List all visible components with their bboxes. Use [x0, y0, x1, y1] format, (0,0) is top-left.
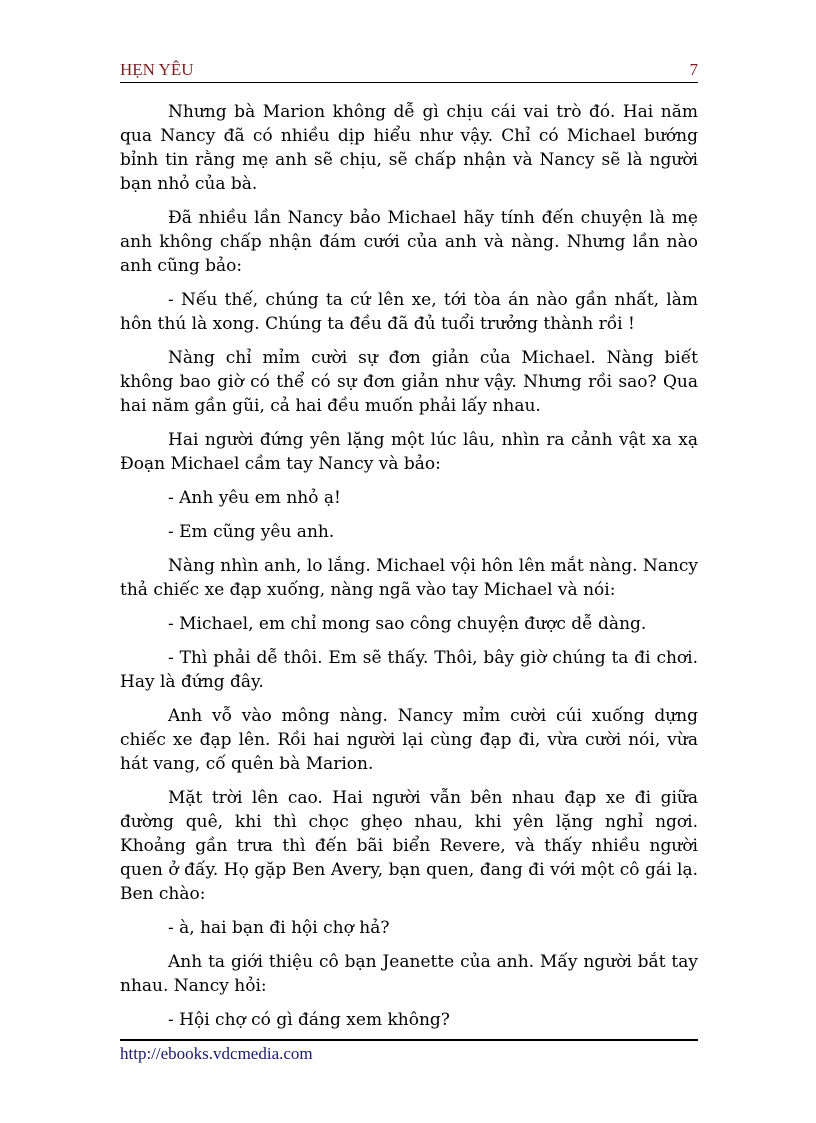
paragraph: - Hội chợ có gì đáng xem không?: [168, 1010, 450, 1030]
paragraph: - Anh yêu em nhỏ ạ!: [168, 488, 341, 508]
page-number: 7: [689, 60, 698, 79]
footer-divider: [120, 1039, 698, 1041]
paragraph: - Em cũng yêu anh.: [168, 522, 335, 542]
footer-link[interactable]: http://ebooks.vdcmedia.com: [120, 1044, 313, 1063]
paragraph: - Michael, em chỉ mong sao công chuyện được dễ dàng.: [168, 614, 647, 634]
header-divider: [120, 82, 698, 83]
paragraph: - Thì phải dễ thôi. Em sẽ thấy. Thôi, bây giờ chúng ta đi chơi. Hay là đứng đây.: [120, 648, 698, 692]
paragraph: Mặt trời lên cao. Hai người vẫn bên nhau đạp xe đi giữa đường quê, khi thì chọc ghẹo nhau, khi yên lặng nghỉ ngơi. Khoảng gần trưa thì đến bãi biển Revere, và thấy nhiều người quen ở đấy. Họ gặp Ben Avery, bạn quen, đang đi với một cô gái lạ. Ben chào:: [120, 788, 698, 904]
paragraph: Anh vỗ vào mông nàng. Nancy mỉm cười cúi xuống dựng chiếc xe đạp lên. Rồi hai người lại cùng đạp đi, vừa cười nói, vừa hát vang, cố quên bà Marion.: [120, 706, 698, 774]
paragraph: Nàng chỉ mỉm cười sự đơn giản của Michael. Nàng biết không bao giờ có thể có sự đơn giản như vậy. Nhưng rồi sao? Qua hai năm gần gũi, cả hai đều muốn phải lấy nhau.: [120, 348, 698, 416]
paragraph: - à, hai bạn đi hội chợ hả?: [168, 918, 390, 938]
paragraph: - Nếu thế, chúng ta cứ lên xe, tới tòa án nào gần nhất, làm hôn thú là xong. Chúng ta đều đã đủ tuổi trưởng thành rồi !: [120, 290, 698, 334]
book-title: HẸN YÊU: [120, 60, 194, 79]
paragraph: Anh ta giới thiệu cô bạn Jeanette của anh. Mấy người bắt tay nhau. Nancy hỏi:: [120, 952, 698, 996]
paragraph: Nhưng bà Marion không dễ gì chịu cái vai trò đó. Hai năm qua Nancy đã có nhiều dịp hiểu như vậy. Chỉ có Michael bướng bỉnh tin rằng mẹ anh sẽ chịu, sẽ chấp nhận và Nancy sẽ là người bạn nhỏ của bà.: [120, 102, 698, 194]
paragraph: Đã nhiều lần Nancy bảo Michael hãy tính đến chuyện là mẹ anh không chấp nhận đám cưới của anh và nàng. Nhưng lần nào anh cũng bảo:: [120, 208, 698, 276]
paragraph: Hai người đứng yên lặng một lúc lâu, nhìn ra cảnh vật xa xạ Đoạn Michael cầm tay Nancy và bảo:: [120, 430, 698, 474]
paragraph: Nàng nhìn anh, lo lắng. Michael vội hôn lên mắt nàng. Nancy thả chiếc xe đạp xuống, nàng ngã vào tay Michael và nói:: [120, 556, 698, 600]
body-text: [120, 100, 698, 1042]
